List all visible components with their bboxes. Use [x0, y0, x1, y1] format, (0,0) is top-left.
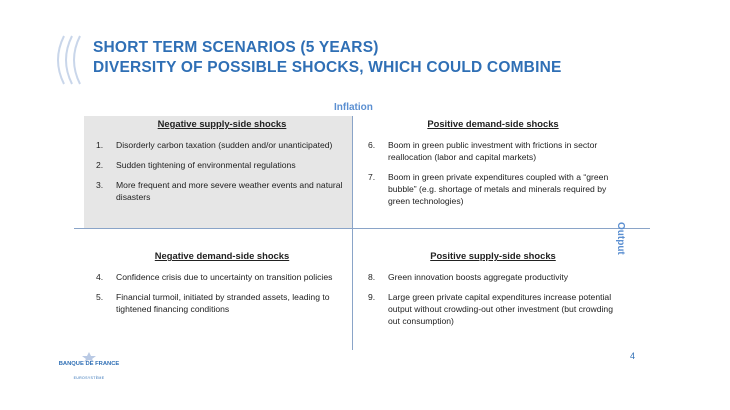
page-title — [93, 38, 562, 78]
title-line-2: DIVERSITY OF POSSIBLE SHOCKS, WHICH COULD COMBINE — [93, 59, 562, 76]
list-item — [96, 139, 348, 151]
list-item — [96, 159, 348, 171]
item-number: 2. — [96, 160, 104, 170]
item-text: Confidence crisis due to uncertainty on transition policies — [116, 272, 333, 282]
quadrant-title: Negative supply-side shocks — [157, 118, 287, 129]
item-text: Boom in green public investment with frictions in sector reallocation (labor and capital markets) — [388, 140, 598, 162]
quadrant-title: Positive demand-side shocks — [427, 118, 559, 129]
quadrant-title: Positive supply-side shocks — [430, 250, 556, 261]
title-line-1: SHORT TERM SCENARIOS (5 YEARS) — [93, 39, 379, 56]
quadrant-positive-demand — [368, 118, 618, 215]
list-item — [368, 291, 618, 327]
quadrant-positive-supply — [368, 250, 618, 335]
item-text: More frequent and more severe weather events and natural disasters — [116, 180, 343, 202]
quadrant-negative-demand — [96, 250, 348, 323]
item-number: 9. — [368, 292, 376, 302]
list-item — [96, 291, 348, 315]
item-text: Financial turmoil, initiated by stranded assets, leading to tightened financing conditions — [116, 292, 330, 314]
item-text: Disorderly carbon taxation (sudden and/or unanticipated) — [116, 140, 333, 150]
item-text: Sudden tightening of environmental regulations — [116, 160, 296, 170]
list-item — [96, 271, 348, 283]
item-text: Large green private capital expenditures increase potential output without crowding-out other investment (but crowding out consumption) — [388, 292, 613, 326]
output-axis-label: Output — [615, 222, 626, 255]
item-number: 1. — [96, 140, 104, 150]
decorative-brackets-icon — [50, 34, 84, 86]
item-number: 8. — [368, 272, 376, 282]
item-number: 6. — [368, 140, 376, 150]
item-number: 7. — [368, 172, 376, 182]
item-number: 4. — [96, 272, 104, 282]
item-number: 3. — [96, 180, 104, 190]
item-number: 5. — [96, 292, 104, 302]
inflation-axis-label: Inflation — [334, 102, 373, 113]
item-text: Green innovation boosts aggregate productivity — [388, 272, 569, 282]
inflation-axis — [352, 116, 353, 350]
list-item — [368, 171, 618, 207]
list-item — [368, 271, 618, 283]
page-number: 4 — [630, 351, 636, 361]
quadrant-title: Negative demand-side shocks — [154, 250, 290, 261]
list-item — [96, 179, 348, 203]
quadrant-negative-supply — [96, 118, 348, 211]
logo-name: BANQUE DE FRANCE — [58, 361, 120, 367]
output-axis — [74, 228, 650, 229]
logo-subtitle: EUROSYSTÈME — [73, 376, 105, 380]
banque-de-france-logo — [54, 352, 124, 388]
list-item — [368, 139, 618, 163]
item-text: Boom in green private expenditures coupled with a “green bubble” (e.g. shortage of metals and minerals required by green technologies) — [388, 172, 609, 206]
